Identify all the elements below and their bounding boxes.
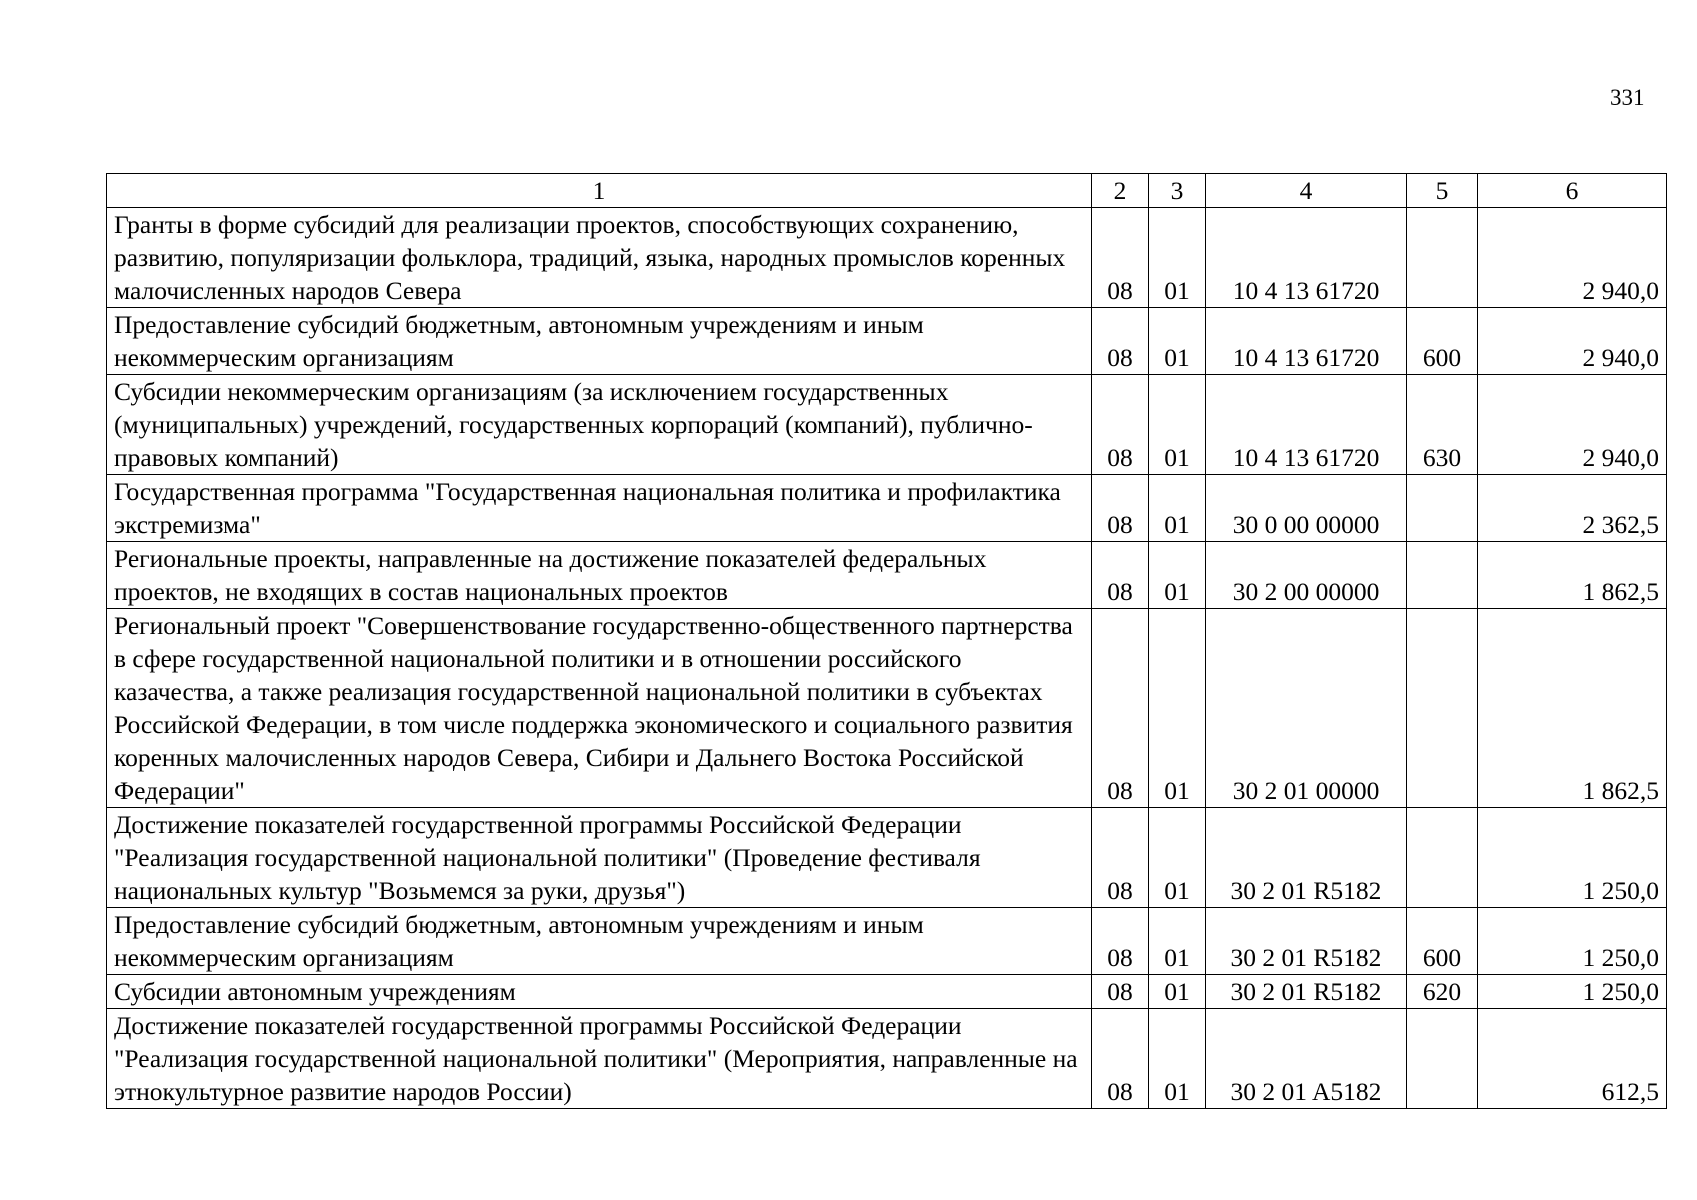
row-name-cell: Гранты в форме субсидий для реализации проектов, способствующих сохранению, развитию, популяризации фольклора, традиций, языка, народных промыслов коренных малочисленных народов Севера	[107, 208, 1092, 308]
table-row	[107, 375, 1667, 475]
row-amount-cell: 2 362,5	[1478, 475, 1667, 542]
row-subsection-cell: 01	[1149, 808, 1206, 908]
table-row	[107, 208, 1667, 308]
table-row	[107, 308, 1667, 375]
row-subsection-cell: 01	[1149, 308, 1206, 375]
row-name-cell: Государственная программа "Государственная национальная политика и профилактика экстремизма"	[107, 475, 1092, 542]
row-expense-type-cell	[1407, 475, 1478, 542]
row-section-cell: 08	[1092, 908, 1149, 975]
row-amount-cell: 1 250,0	[1478, 908, 1667, 975]
row-subsection-cell: 01	[1149, 475, 1206, 542]
row-amount-cell: 1 250,0	[1478, 975, 1667, 1009]
row-target-article-cell: 30 2 01 A5182	[1206, 1009, 1407, 1109]
row-section-cell: 08	[1092, 975, 1149, 1009]
table-row	[107, 908, 1667, 975]
column-header-4: 4	[1206, 174, 1407, 208]
row-name-cell: Предоставление субсидий бюджетным, автономным учреждениям и иным некоммерческим организациям	[107, 308, 1092, 375]
row-name-cell: Достижение показателей государственной программы Российской Федерации "Реализация государственной национальной политики" (Мероприятия, направленные на этнокультурное развитие народов России)	[107, 1009, 1092, 1109]
row-name-cell: Достижение показателей государственной программы Российской Федерации "Реализация государственной национальной политики" (Проведение фестиваля национальных культур "Возьмемся за руки, друзья")	[107, 808, 1092, 908]
row-section-cell: 08	[1092, 208, 1149, 308]
row-name-cell: Субсидии автономным учреждениям	[107, 975, 1092, 1009]
row-expense-type-cell	[1407, 1009, 1478, 1109]
row-name-cell: Предоставление субсидий бюджетным, автономным учреждениям и иным некоммерческим организациям	[107, 908, 1092, 975]
table-row	[107, 808, 1667, 908]
row-subsection-cell: 01	[1149, 908, 1206, 975]
row-expense-type-cell: 620	[1407, 975, 1478, 1009]
column-header-5: 5	[1407, 174, 1478, 208]
row-section-cell: 08	[1092, 308, 1149, 375]
row-target-article-cell: 10 4 13 61720	[1206, 308, 1407, 375]
row-subsection-cell: 01	[1149, 975, 1206, 1009]
row-section-cell: 08	[1092, 609, 1149, 808]
row-target-article-cell: 30 2 01 R5182	[1206, 975, 1407, 1009]
row-subsection-cell: 01	[1149, 1009, 1206, 1109]
row-amount-cell: 2 940,0	[1478, 375, 1667, 475]
row-section-cell: 08	[1092, 542, 1149, 609]
budget-table	[106, 173, 1667, 1109]
row-target-article-cell: 30 2 00 00000	[1206, 542, 1407, 609]
row-expense-type-cell	[1407, 542, 1478, 609]
row-target-article-cell: 30 2 01 00000	[1206, 609, 1407, 808]
row-amount-cell: 1 250,0	[1478, 808, 1667, 908]
row-amount-cell: 1 862,5	[1478, 542, 1667, 609]
column-header-6: 6	[1478, 174, 1667, 208]
table-row	[107, 1009, 1667, 1109]
page-number: 331	[1610, 85, 1645, 110]
row-amount-cell: 1 862,5	[1478, 609, 1667, 808]
row-name-cell: Субсидии некоммерческим организациям (за исключением государственных (муниципальных) учреждений, государственных корпораций (компаний), публично-правовых компаний)	[107, 375, 1092, 475]
table-row	[107, 609, 1667, 808]
row-expense-type-cell: 600	[1407, 908, 1478, 975]
row-subsection-cell: 01	[1149, 542, 1206, 609]
row-section-cell: 08	[1092, 375, 1149, 475]
column-header-3: 3	[1149, 174, 1206, 208]
row-amount-cell: 612,5	[1478, 1009, 1667, 1109]
row-target-article-cell: 30 2 01 R5182	[1206, 808, 1407, 908]
table-row	[107, 975, 1667, 1009]
row-expense-type-cell: 600	[1407, 308, 1478, 375]
row-name-cell: Региональные проекты, направленные на достижение показателей федеральных проектов, не входящих в состав национальных проектов	[107, 542, 1092, 609]
row-section-cell: 08	[1092, 475, 1149, 542]
row-target-article-cell: 30 0 00 00000	[1206, 475, 1407, 542]
row-amount-cell: 2 940,0	[1478, 308, 1667, 375]
row-subsection-cell: 01	[1149, 609, 1206, 808]
column-header-1: 1	[107, 174, 1092, 208]
row-target-article-cell: 10 4 13 61720	[1206, 208, 1407, 308]
row-name-cell: Региональный проект "Совершенствование государственно-общественного партнерства в сфере государственной национальной политики и в отношении российского казачества, а также реализация государственной национальной политики в субъектах Российской Федерации, в том числе поддержка экономического и социального развития коренных малочисленных народов Севера, Сибири и Дальнего Востока Российской Федерации"	[107, 609, 1092, 808]
table-header-row	[107, 174, 1667, 208]
row-section-cell: 08	[1092, 1009, 1149, 1109]
row-target-article-cell: 30 2 01 R5182	[1206, 908, 1407, 975]
column-header-2: 2	[1092, 174, 1149, 208]
row-expense-type-cell	[1407, 609, 1478, 808]
row-expense-type-cell	[1407, 208, 1478, 308]
row-subsection-cell: 01	[1149, 375, 1206, 475]
row-target-article-cell: 10 4 13 61720	[1206, 375, 1407, 475]
row-subsection-cell: 01	[1149, 208, 1206, 308]
table-row	[107, 542, 1667, 609]
row-amount-cell: 2 940,0	[1478, 208, 1667, 308]
table-row	[107, 475, 1667, 542]
row-section-cell: 08	[1092, 808, 1149, 908]
row-expense-type-cell	[1407, 808, 1478, 908]
row-expense-type-cell: 630	[1407, 375, 1478, 475]
